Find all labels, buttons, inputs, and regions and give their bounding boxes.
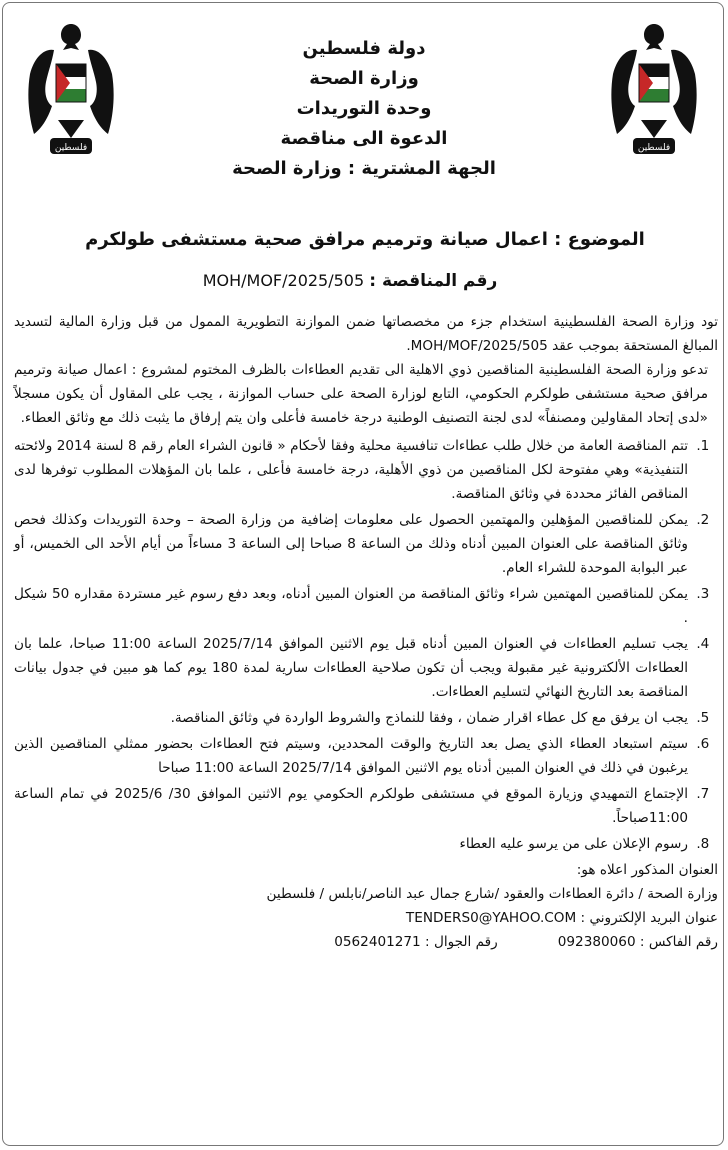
- document-header: [120, 34, 608, 184]
- list-item: 8. رسوم الإعلان على من يرسو عليه العطاء: [14, 832, 692, 856]
- mobile-label: رقم الجوال :: [425, 934, 498, 950]
- email-value: TENDERS0@YAHOO.COM: [405, 910, 577, 926]
- tender-number-line: [100, 266, 600, 296]
- address-block: [14, 858, 718, 954]
- list-item: 4. يجب تسليم العطاءات في العنوان المبين أدناه قبل يوم الاثنين الموافق 2025/7/14 الساعة 11:00 صباحا، علما بان العطاءات الألكترونية غير مقبولة ويجب أن تكون صلاحية العطاءات سارية لمدة 180 يوم كما هو مبين في جدول بيانات المناقصة بعد التاريخ النهائي لتسليم العطاءات.: [14, 632, 692, 704]
- buyer-name: الجهة المشترية : وزارة الصحة: [232, 158, 496, 179]
- list-item: 2. يمكن للمناقصين المؤهلين والمهتمين الحصول على معلومات إضافية من وزارة الصحة – وحدة التوريدات وكذلك فحص وثائق المناقصة على العنوان المبين أدناه وذلك من الساعة 8 صباحا إلى الساعة 3 مساءاً من أيام الأحد الى الخميس، أو عبر البوابة الموحدة للشراء العام.: [14, 508, 692, 580]
- intro-paragraph-1: تود وزارة الصحة الفلسطينية استخدام جزء من مخصصاتها ضمن الموازنة التطويرية الممول من قبل وزارة المالية لتسديد المبالغ المستحقة بموجب عقد MOH/MOF/2025/505.: [14, 314, 718, 354]
- list-item: 6. سيتم استبعاد العطاء الذي يصل بعد التاريخ والوقت المحددين، وسيتم فتح العطاءات بحضور ممثلي المناقصين الذين يرغبون في ذلك في العنوان المبين أدناه يوم الاثنين الموافق 2025/7/14 الساعة 11:00 صباحا: [14, 732, 692, 780]
- list-item: 3. يمكن للمناقصين المهتمين شراء وثائق المناقصة من العنوان المبين أدناه، وبعد دفع رسوم غير مستردة مقداره 50 شيكل .: [14, 582, 692, 630]
- email-row: [14, 906, 718, 930]
- emblem-caption-right: فلسطين: [637, 143, 671, 153]
- mobile-value: 0562401271: [334, 934, 421, 950]
- address-heading: العنوان المذكور اعلاه هو:: [576, 862, 718, 878]
- subject-line: الموضوع : اعمال صيانة وترميم مرافق صحية مستشفى طولكرم: [85, 229, 645, 250]
- palestine-emblem-left: [24, 20, 118, 160]
- tender-number: MOH/MOF/2025/505: [202, 271, 365, 290]
- conditions-list: [14, 434, 718, 856]
- tender-body: [14, 310, 718, 954]
- call-for-tender: الدعوة الى مناقصة: [280, 128, 448, 149]
- list-item: 7. الإجتماع التمهيدي وزيارة الموقع في مستشفى طولكرم الحكومي يوم الاثنين الموافق 30/ 2025/6 في تمام الساعة 11:00صباحاً.: [14, 782, 692, 830]
- fax-value: 092380060: [557, 934, 636, 950]
- address-line: وزارة الصحة / دائرة العطاءات والعقود /شارع جمال عبد الناصر/نابلس / فلسطين: [266, 886, 718, 902]
- list-item: 5. يجب ان يرفق مع كل عطاء اقرار ضمان ، وفقا للنماذج والشروط الواردة في وثائق المناقصة.: [14, 706, 692, 730]
- list-item: 1. تتم المناقصة العامة من خلال طلب عطاءات تنافسية محلية وفقا لأحكام « قانون الشراء العام رقم 8 لسنة 2014 ولائحته التنفيذية» وهي مفتوحة لكل المناقصين من ذوي الأهلية، درجة خامسة فأعلى ، علما بان المؤهلات المطلوب توفرها لدى المناقص الفائز محددة في وثائق المناقصة.: [14, 434, 692, 506]
- palestine-emblem-right: [607, 20, 701, 160]
- tender-number-label: رقم المناقصة :: [369, 271, 498, 291]
- ministry-name: وزارة الصحة: [309, 68, 419, 89]
- fax-label: رقم الفاكس :: [639, 934, 718, 950]
- unit-name: وحدة التوريدات: [296, 98, 432, 119]
- state-name: دولة فلسطين: [302, 38, 426, 59]
- email-label: عنوان البريد الإلكتروني :: [580, 910, 718, 926]
- contact-row: [14, 930, 718, 954]
- intro-paragraph-2: تدعو وزارة الصحة الفلسطينية المناقصين ذوي الاهلية الى تقديم العطاءات بالظرف المختوم لمشروع : اعمال صيانة وترميم مرافق صحية مستشفى طولكرم الحكومي، التابع لوزارة الصحة على حساب الموازنة ، يجب على المقاول أن يكون مسجلاً «لدى إتحاد المقاولين ومصنفاً» لدى لجنة التصنيف الوطنية درجة خامسة فأعلى وان يتم إرفاق ما يثبت ذلك مع وثائق العطاء.: [14, 362, 708, 426]
- emblem-caption-left: فلسطين: [54, 143, 88, 153]
